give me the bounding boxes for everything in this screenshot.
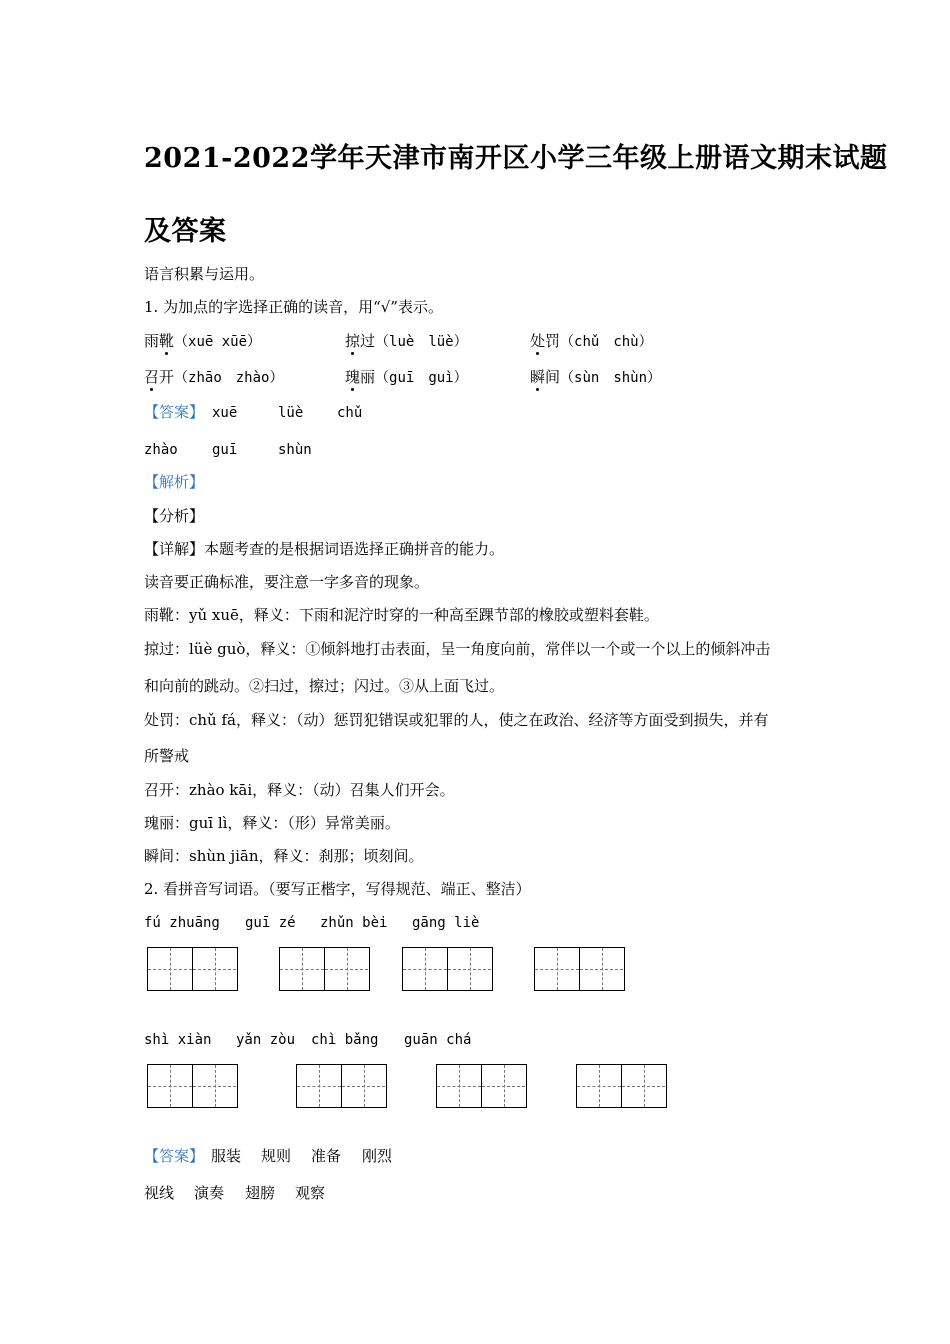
q2-pinyin-2: guī zé bbox=[245, 915, 296, 931]
document-title-line2: 及答案 bbox=[144, 216, 227, 247]
q1-item-4: 召开（zhāo zhào） bbox=[144, 368, 284, 386]
q1-detail-line: 召开：zhào kāi，释义：（动）召集人们开会。 bbox=[144, 781, 455, 799]
writing-grid-8 bbox=[576, 1064, 667, 1108]
q1-answer-1: xuē bbox=[212, 405, 238, 421]
q1-detail-line: 瞬间：shùn jiān，释义：刹那；顷刻间。 bbox=[144, 847, 424, 865]
writing-grid-7 bbox=[436, 1064, 527, 1108]
q2-answer-2: 规则 bbox=[261, 1147, 292, 1165]
q2-answer-7: 翅膀 bbox=[245, 1184, 276, 1202]
q1-detail-line: 掠过：lüè guò，释义：①倾斜地打击表面，呈一角度向前，常伴以一个或一个以上的倾斜冲击 bbox=[144, 640, 771, 658]
q2-pinyin-1: fú zhuāng bbox=[144, 915, 220, 931]
q1-item-1: 雨靴（xuē xūē） bbox=[144, 332, 262, 350]
q2-answer-5: 视线 bbox=[144, 1184, 175, 1202]
writing-grid-5 bbox=[147, 1064, 238, 1108]
q1-detail-line: 瑰丽：guī lì，释义：（形）异常美丽。 bbox=[144, 814, 400, 832]
q1-fenxi-tag: 【分析】 bbox=[144, 507, 205, 525]
q1-answer-3: chǔ bbox=[337, 405, 363, 421]
q1-answer-tag: 【答案】 bbox=[144, 403, 205, 421]
q1-answer-6: shùn bbox=[278, 442, 312, 458]
q2-answer-4: 刚烈 bbox=[362, 1147, 393, 1165]
writing-grid-2 bbox=[279, 947, 370, 991]
q2-pinyin-8: guān chá bbox=[404, 1032, 472, 1048]
q1-item-2: 掠过（luè lüè） bbox=[345, 332, 468, 350]
q1-answer-2: lüè bbox=[278, 405, 304, 421]
q1-detail-line: 雨靴：yǔ xuē，释义：下雨和泥泞时穿的一种高至踝节部的橡胶或塑料套鞋。 bbox=[144, 606, 659, 624]
q2-pinyin-3: zhǔn bèi bbox=[320, 915, 388, 931]
q2-pinyin-6: yǎn zòu bbox=[236, 1032, 296, 1048]
q1-answer-5: guī bbox=[212, 442, 238, 458]
q1-detail-line: 读音要正确标准，要注意一字多音的现象。 bbox=[144, 573, 430, 591]
q1-stem: 1. 为加点的字选择正确的读音，用“√”表示。 bbox=[144, 298, 443, 316]
q1-detail-line: 【详解】本题考查的是根据词语选择正确拼音的能力。 bbox=[144, 540, 505, 558]
q1-item-5: 瑰丽（guī guì） bbox=[345, 368, 468, 386]
document-title-line1: 2021-2022学年天津市南开区小学三年级上册语文期末试题 bbox=[144, 143, 888, 174]
writing-grid-3 bbox=[402, 947, 493, 991]
q1-analysis-tag: 【解析】 bbox=[144, 473, 205, 491]
q1-answer-4: zhào bbox=[144, 442, 178, 458]
writing-grid-6 bbox=[296, 1064, 387, 1108]
q2-answer-tag: 【答案】 bbox=[144, 1147, 205, 1165]
writing-grid-4 bbox=[534, 947, 625, 991]
q2-answer-8: 观察 bbox=[295, 1184, 326, 1202]
writing-grid-1 bbox=[147, 947, 238, 991]
q2-pinyin-4: gāng liè bbox=[412, 915, 480, 931]
q2-answer-6: 演奏 bbox=[194, 1184, 225, 1202]
q2-stem: 2. 看拼音写词语。（要写正楷字，写得规范、端正、整洁） bbox=[144, 880, 531, 898]
section-heading: 语言积累与运用。 bbox=[144, 265, 265, 283]
q2-answer-1: 服装 bbox=[211, 1147, 242, 1165]
q1-detail-line: 处罚：chǔ fá，释义：（动）惩罚犯错误或犯罪的人，使之在政治、经济等方面受到损失，并有 bbox=[144, 711, 769, 729]
q1-item-6: 瞬间（sùn shùn） bbox=[530, 368, 662, 386]
q1-detail-line: 和向前的跳动。②扫过，擦过；闪过。③从上面飞过。 bbox=[144, 677, 505, 695]
q2-pinyin-7: chì bǎng bbox=[311, 1032, 379, 1048]
q1-detail-line: 所警戒 bbox=[144, 747, 190, 765]
q2-answer-3: 准备 bbox=[311, 1147, 342, 1165]
q2-pinyin-5: shì xiàn bbox=[144, 1032, 212, 1048]
q1-item-3: 处罚（chǔ chù） bbox=[530, 332, 653, 350]
